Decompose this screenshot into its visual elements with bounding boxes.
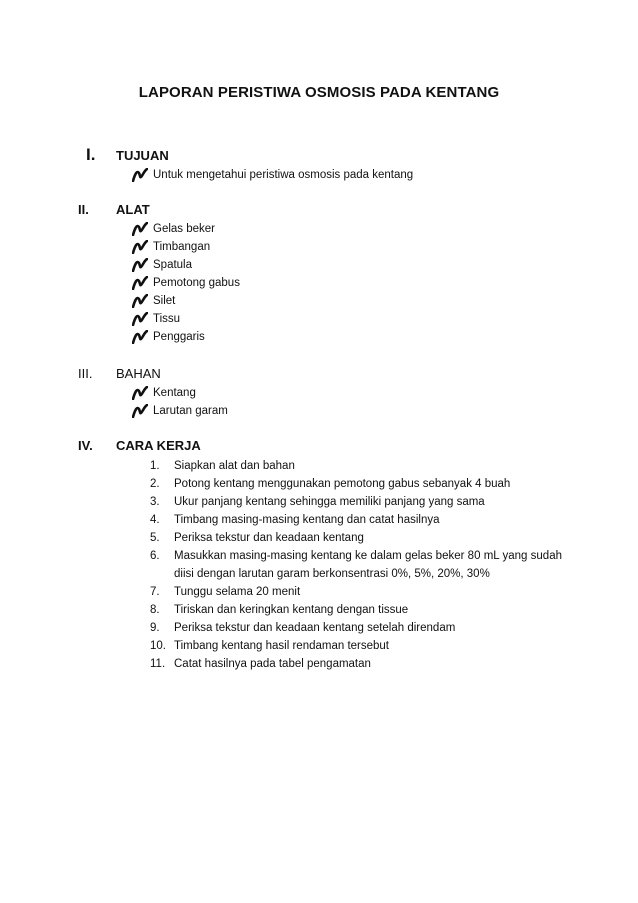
list-item: Gelas beker bbox=[132, 220, 240, 238]
curved-arrow-bullet-icon bbox=[132, 386, 148, 400]
section-heading: TUJUAN bbox=[116, 148, 169, 163]
list-item: 5. Periksa tekstur dan keadaan kentang bbox=[150, 532, 364, 544]
section-heading: CARA KERJA bbox=[116, 438, 201, 453]
list-item: 9. Periksa tekstur dan keadaan kentang setelah direndam bbox=[150, 622, 456, 634]
list-item: 6. Masukkan masing-masing kentang ke dalam gelas beker 80 mL yang sudah diisi dengan larutan garam berkonsentrasi 0%, 5%, 20%, 30% bbox=[150, 550, 562, 580]
section-numeral: III. bbox=[78, 366, 93, 381]
numbered-list bbox=[150, 457, 562, 673]
list-item: Untuk mengetahui peristiwa osmosis pada kentang bbox=[132, 166, 413, 184]
list-item: Silet bbox=[132, 292, 240, 310]
curved-arrow-bullet-icon bbox=[132, 222, 148, 236]
curved-arrow-bullet-icon bbox=[132, 168, 148, 182]
section-numeral: IV. bbox=[78, 438, 93, 453]
list-item: 4. Timbang masing-masing kentang dan catat hasilnya bbox=[150, 514, 440, 526]
list-item: Larutan garam bbox=[132, 402, 228, 420]
curved-arrow-bullet-icon bbox=[132, 294, 148, 308]
curved-arrow-bullet-icon bbox=[132, 240, 148, 254]
list-item: Tissu bbox=[132, 310, 240, 328]
curved-arrow-bullet-icon bbox=[132, 258, 148, 272]
list-item: Timbangan bbox=[132, 238, 240, 256]
section-numeral: II. bbox=[78, 202, 89, 217]
bullet-list bbox=[132, 220, 240, 346]
list-item: Spatula bbox=[132, 256, 240, 274]
section-heading: BAHAN bbox=[116, 366, 161, 381]
list-item: 2. Potong kentang menggunakan pemotong gabus sebanyak 4 buah bbox=[150, 478, 511, 490]
curved-arrow-bullet-icon bbox=[132, 404, 148, 418]
list-item: 11. Catat hasilnya pada tabel pengamatan bbox=[150, 658, 371, 670]
list-item: Kentang bbox=[132, 384, 228, 402]
list-item: Pemotong gabus bbox=[132, 274, 240, 292]
document-title: LAPORAN PERISTIWA OSMOSIS PADA KENTANG bbox=[138, 84, 500, 101]
section-heading: ALAT bbox=[116, 202, 150, 217]
curved-arrow-bullet-icon bbox=[132, 312, 148, 326]
list-item: 1. Siapkan alat dan bahan bbox=[150, 460, 295, 472]
list-item: 10. Timbang kentang hasil rendaman tersebut bbox=[150, 640, 390, 652]
curved-arrow-bullet-icon bbox=[132, 330, 148, 344]
list-item: 7. Tunggu selama 20 menit bbox=[150, 586, 301, 598]
list-item: Penggaris bbox=[132, 328, 240, 346]
bullet-list bbox=[132, 384, 228, 420]
section-numeral: I. bbox=[86, 145, 96, 164]
bullet-list bbox=[132, 166, 413, 184]
curved-arrow-bullet-icon bbox=[132, 276, 148, 290]
list-item: 3. Ukur panjang kentang sehingga memiliki panjang yang sama bbox=[150, 496, 485, 508]
list-item: 8. Tiriskan dan keringkan kentang dengan tissue bbox=[150, 604, 409, 616]
